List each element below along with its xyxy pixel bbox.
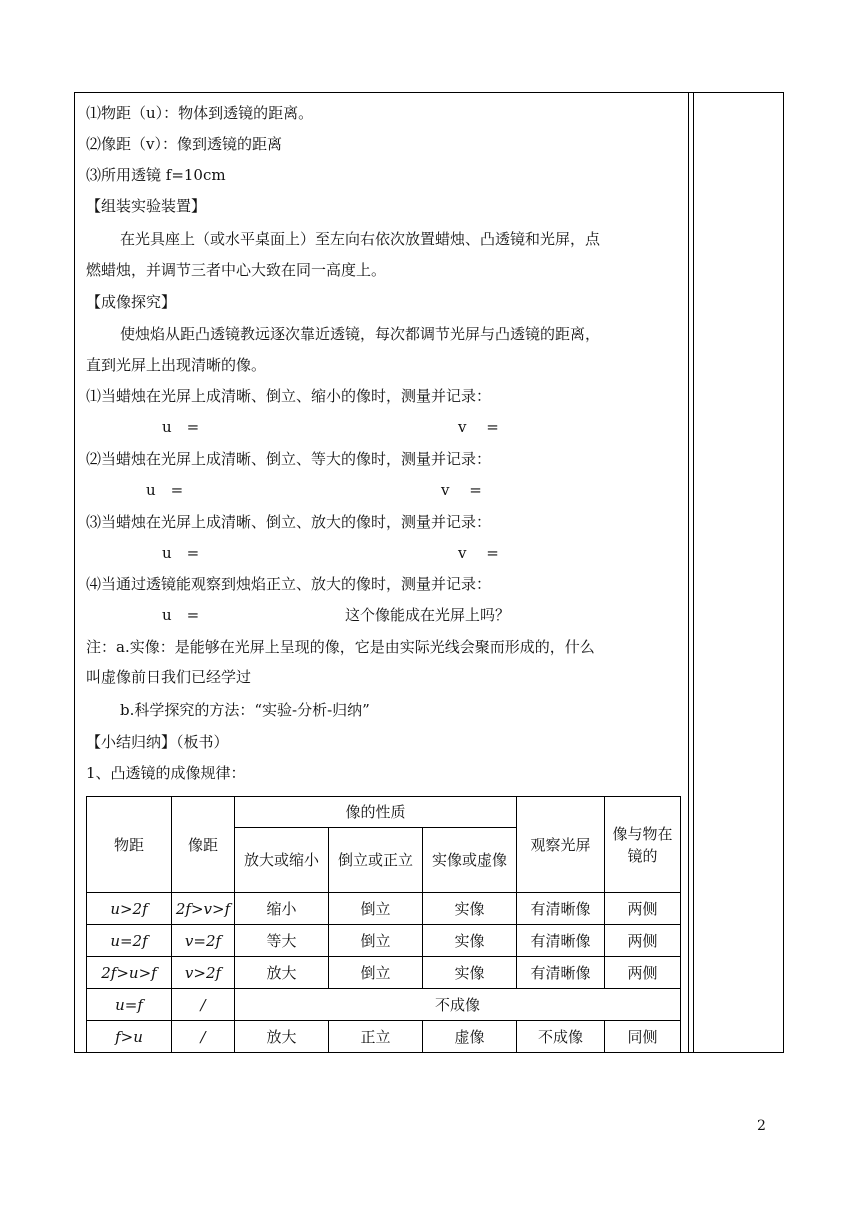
- header-side: 像与物在镜的: [605, 797, 681, 893]
- step-2-instruction: ⑵当蜡烛在光屏上成清晰、倒立、等大的像时，测量并记录：: [86, 450, 492, 468]
- table-row: [87, 1021, 681, 1053]
- note-line2: 叫虚像前日我们已经学过: [86, 668, 252, 686]
- imaging-rules-table: [86, 796, 681, 1053]
- note-line1: 注：a.实像：是能够在光屏上呈现的像，它是由实际光线会聚而形成的，什么: [86, 638, 595, 656]
- header-orientation: 倒立或正立: [329, 828, 423, 893]
- explore-paragraph-line1: 使烛焰从距凸透镜教远逐次靠近透镜，每次都调节光屏与凸透镜的距离，: [120, 325, 601, 343]
- step-1-u-field: u =: [162, 418, 200, 436]
- cell-u: u=2f: [87, 925, 172, 957]
- setup-paragraph-line1: 在光具座上（或水平桌面上）至左向右依次放置蜡烛、凸透镜和光屏，点: [120, 230, 601, 248]
- imaging-rules-title: 1、凸透镜的成像规律：: [86, 764, 246, 782]
- column-divider-inner: [693, 93, 694, 1052]
- cell-side: 两侧: [605, 925, 681, 957]
- cell-u: u=f: [87, 989, 172, 1021]
- cell-screen: 有清晰像: [517, 925, 605, 957]
- note-method: b.科学探究的方法：“实验-分析-归纳”: [120, 701, 370, 719]
- cell-side: 两侧: [605, 957, 681, 989]
- table-row: [87, 925, 681, 957]
- header-screen: 观察光屏: [517, 797, 605, 893]
- cell-orientation: 倒立: [329, 957, 423, 989]
- explore-paragraph-line2: 直到光屏上出现清晰的像。: [86, 356, 267, 374]
- step-3-instruction: ⑶当蜡烛在光屏上成清晰、倒立、放大的像时，测量并记录：: [86, 513, 492, 531]
- table-header-row: [87, 797, 681, 828]
- cell-size: 缩小: [235, 893, 329, 925]
- table-row: [87, 957, 681, 989]
- cell-no-image: 不成像: [235, 989, 681, 1021]
- column-divider: [688, 93, 689, 1052]
- cell-size: 放大: [235, 957, 329, 989]
- cell-side: 同侧: [605, 1021, 681, 1053]
- header-real-virtual: 实像或虚像: [423, 828, 517, 893]
- step-2-v-field: v =: [441, 481, 482, 499]
- cell-screen: 有清晰像: [517, 957, 605, 989]
- step-4-u-field: u =: [162, 606, 200, 624]
- cell-orientation: 倒立: [329, 893, 423, 925]
- step-1-instruction: ⑴当蜡烛在光屏上成清晰、倒立、缩小的像时，测量并记录：: [86, 387, 492, 405]
- cell-type: 虚像: [423, 1021, 517, 1053]
- cell-size: 放大: [235, 1021, 329, 1053]
- cell-type: 实像: [423, 925, 517, 957]
- cell-v: 2f>v>f: [172, 893, 235, 925]
- section-heading-setup: 【组装实验装置】: [86, 197, 207, 215]
- section-heading-explore: 【成像探究】: [86, 293, 177, 311]
- header-image-distance: 像距: [172, 797, 235, 893]
- step-2-u-field: u =: [146, 481, 184, 499]
- cell-screen: 有清晰像: [517, 893, 605, 925]
- cell-v: /: [172, 1021, 235, 1053]
- section-heading-summary: 【小结归纳】（板书）: [86, 733, 229, 751]
- cell-v: v>2f: [172, 957, 235, 989]
- step-3-u-field: u =: [162, 544, 200, 562]
- cell-u: u>2f: [87, 893, 172, 925]
- image-distance-definition: ⑵像距（v）：像到透镜的距离: [86, 135, 282, 153]
- cell-orientation: 正立: [329, 1021, 423, 1053]
- cell-orientation: 倒立: [329, 925, 423, 957]
- cell-size: 等大: [235, 925, 329, 957]
- step-3-v-field: v =: [458, 544, 499, 562]
- header-object-distance: 物距: [87, 797, 172, 893]
- step-4-question: 这个像能成在光屏上吗？: [345, 606, 511, 624]
- cell-screen: 不成像: [517, 1021, 605, 1053]
- header-image-nature: 像的性质: [235, 797, 517, 828]
- step-4-instruction: ⑷当通过透镜能观察到烛焰正立、放大的像时，测量并记录：: [86, 575, 492, 593]
- header-size: 放大或缩小: [235, 828, 329, 893]
- cell-u: f>u: [87, 1021, 172, 1053]
- object-distance-definition: ⑴物距（u）：物体到透镜的距离。: [86, 104, 314, 122]
- cell-side: 两侧: [605, 893, 681, 925]
- cell-v: /: [172, 989, 235, 1021]
- lens-focal-length: ⑶所用透镜 f=10cm: [86, 166, 226, 184]
- cell-v: v=2f: [172, 925, 235, 957]
- table-row: [87, 893, 681, 925]
- page-number: 2: [757, 1118, 766, 1134]
- cell-type: 实像: [423, 957, 517, 989]
- table-row: [87, 989, 681, 1021]
- step-1-v-field: v =: [458, 418, 499, 436]
- cell-type: 实像: [423, 893, 517, 925]
- setup-paragraph-line2: 燃蜡烛，并调节三者中心大致在同一高度上。: [86, 261, 387, 279]
- cell-u: 2f>u>f: [87, 957, 172, 989]
